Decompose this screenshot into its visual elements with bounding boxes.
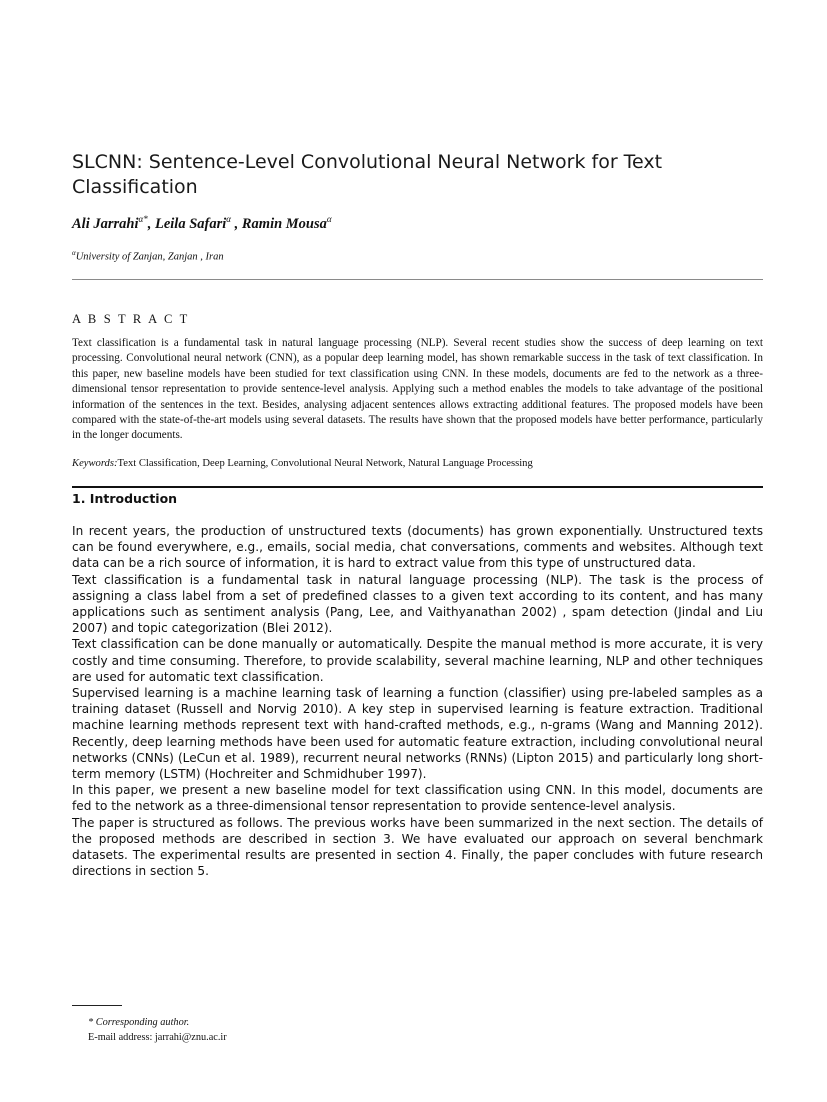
email-address: E-mail address: jarrahi@znu.ac.ir bbox=[88, 1032, 227, 1043]
section-heading-introduction: 1. Introduction bbox=[72, 491, 178, 506]
corresponding-author-note: * Corresponding author. bbox=[88, 1017, 190, 1028]
affiliation-text: University of Zanjan, Zanjan , Iran bbox=[75, 251, 224, 263]
introduction-body bbox=[72, 523, 763, 879]
paper-title: SLCNN: Sentence-Level Convolutional Neural Network for Text Classification bbox=[72, 151, 663, 198]
keywords-text: Text Classification, Deep Learning, Convolutional Neural Network, Natural Language Processing bbox=[117, 458, 533, 469]
affiliation bbox=[72, 249, 224, 263]
author-mark: α* bbox=[138, 214, 148, 224]
affiliation-mark: α bbox=[72, 249, 76, 257]
author-list: Ali Jarrahi$^{\alpha*}$, Leila Safari$^\alpha$ , Ramin Mousa$^\alpha$ bbox=[72, 214, 332, 232]
author-mark: α bbox=[226, 214, 231, 224]
abstract-heading: A B S T R A C T bbox=[72, 312, 190, 326]
author-mark: α bbox=[326, 214, 332, 224]
keywords-label: Keywords: bbox=[72, 458, 118, 469]
paragraph: Text classification can be done manually or automatically. Despite the manual method is more accurate, it is very costly and time consuming. Therefore, to provide scalability, several machine learning, NLP and other techniques are used for automatic text classification. bbox=[72, 637, 763, 684]
paragraph: In recent years, the production of unstructured texts (documents) has grown exponentially. Unstructured texts can be found everywhere, e.g., emails, social media, chat conversations, comments and websites. Although text data can be a rich source of information, it is hard to extract value from this type of unstructured data. bbox=[72, 524, 763, 571]
paragraph: The paper is structured as follows. The previous works have been summarized in the next section. The details of the proposed methods are described in section 3. We have evaluated our approach on several benchmark datasets. The experimental results are presented in section 4. Finally, the paper concludes with future research directions in section 5. bbox=[72, 815, 763, 879]
paragraph: In this paper, we present a new baseline model for text classification using CNN. In this model, documents are fed to the network as a three-dimensional tensor representation to provide sentence-level analysis. bbox=[72, 783, 763, 814]
paragraph: Supervised learning is a machine learning task of learning a function (classifier) using pre-labeled samples as a training dataset (Russell and Norvig 2010). A key step in supervised learning is feature extraction. Traditional machine learning methods represent text with hand-crafted methods, e.g., n-grams (Wang and Manning 2012). Recently, deep learning methods have been used for automatic feature extraction, including convolutional neural networks (CNNs) (LeCun et al. 1989), recurrent neural networks (RNNs) (Lipton 2015) and particularly long short-term memory (LSTM) (Hochreiter and Schmidhuber 1997). bbox=[72, 686, 763, 782]
abstract-text: Text classification is a fundamental task in natural language processing (NLP). Several recent studies show the success of deep learning on text processing. Convolutional neural network (CNN), as a popular deep learning model, has shown remarkable success in the task of text classification. In this paper, new baseline models have been studied for text classification using CNN. In these models, documents are fed to the network as a three-dimensional tensor representation to provide sentence-level analysis. Applying such a method enables the models to take advantage of the positional information of the sentences in the text. Besides, analysing adjacent sentences allows extracting additional features. The proposed models have been compared with the state-of-the-art models using several datasets. The results have shown that the proposed models have better performance, particularly in the longer documents. bbox=[72, 337, 763, 442]
author-name: Leila Safari bbox=[154, 215, 227, 232]
paragraph: Text classification is a fundamental task in natural language processing (NLP). The task is the process of assigning a class label from a set of predefined classes to a given text according to its content, and has many applications such as sentiment analysis (Pang, Lee, and Vaithyanathan 2002) , spam detection (Jindal and Liu 2007) and topic categorization (Blei 2012). bbox=[72, 572, 763, 636]
header-divider bbox=[72, 279, 763, 280]
footnote bbox=[88, 1015, 227, 1045]
section-divider bbox=[72, 486, 763, 488]
footnote-divider bbox=[72, 1005, 122, 1006]
keywords bbox=[72, 458, 763, 469]
author-name: Ali Jarrahi bbox=[72, 215, 139, 232]
author-name: Ramin Mousa bbox=[241, 215, 327, 232]
